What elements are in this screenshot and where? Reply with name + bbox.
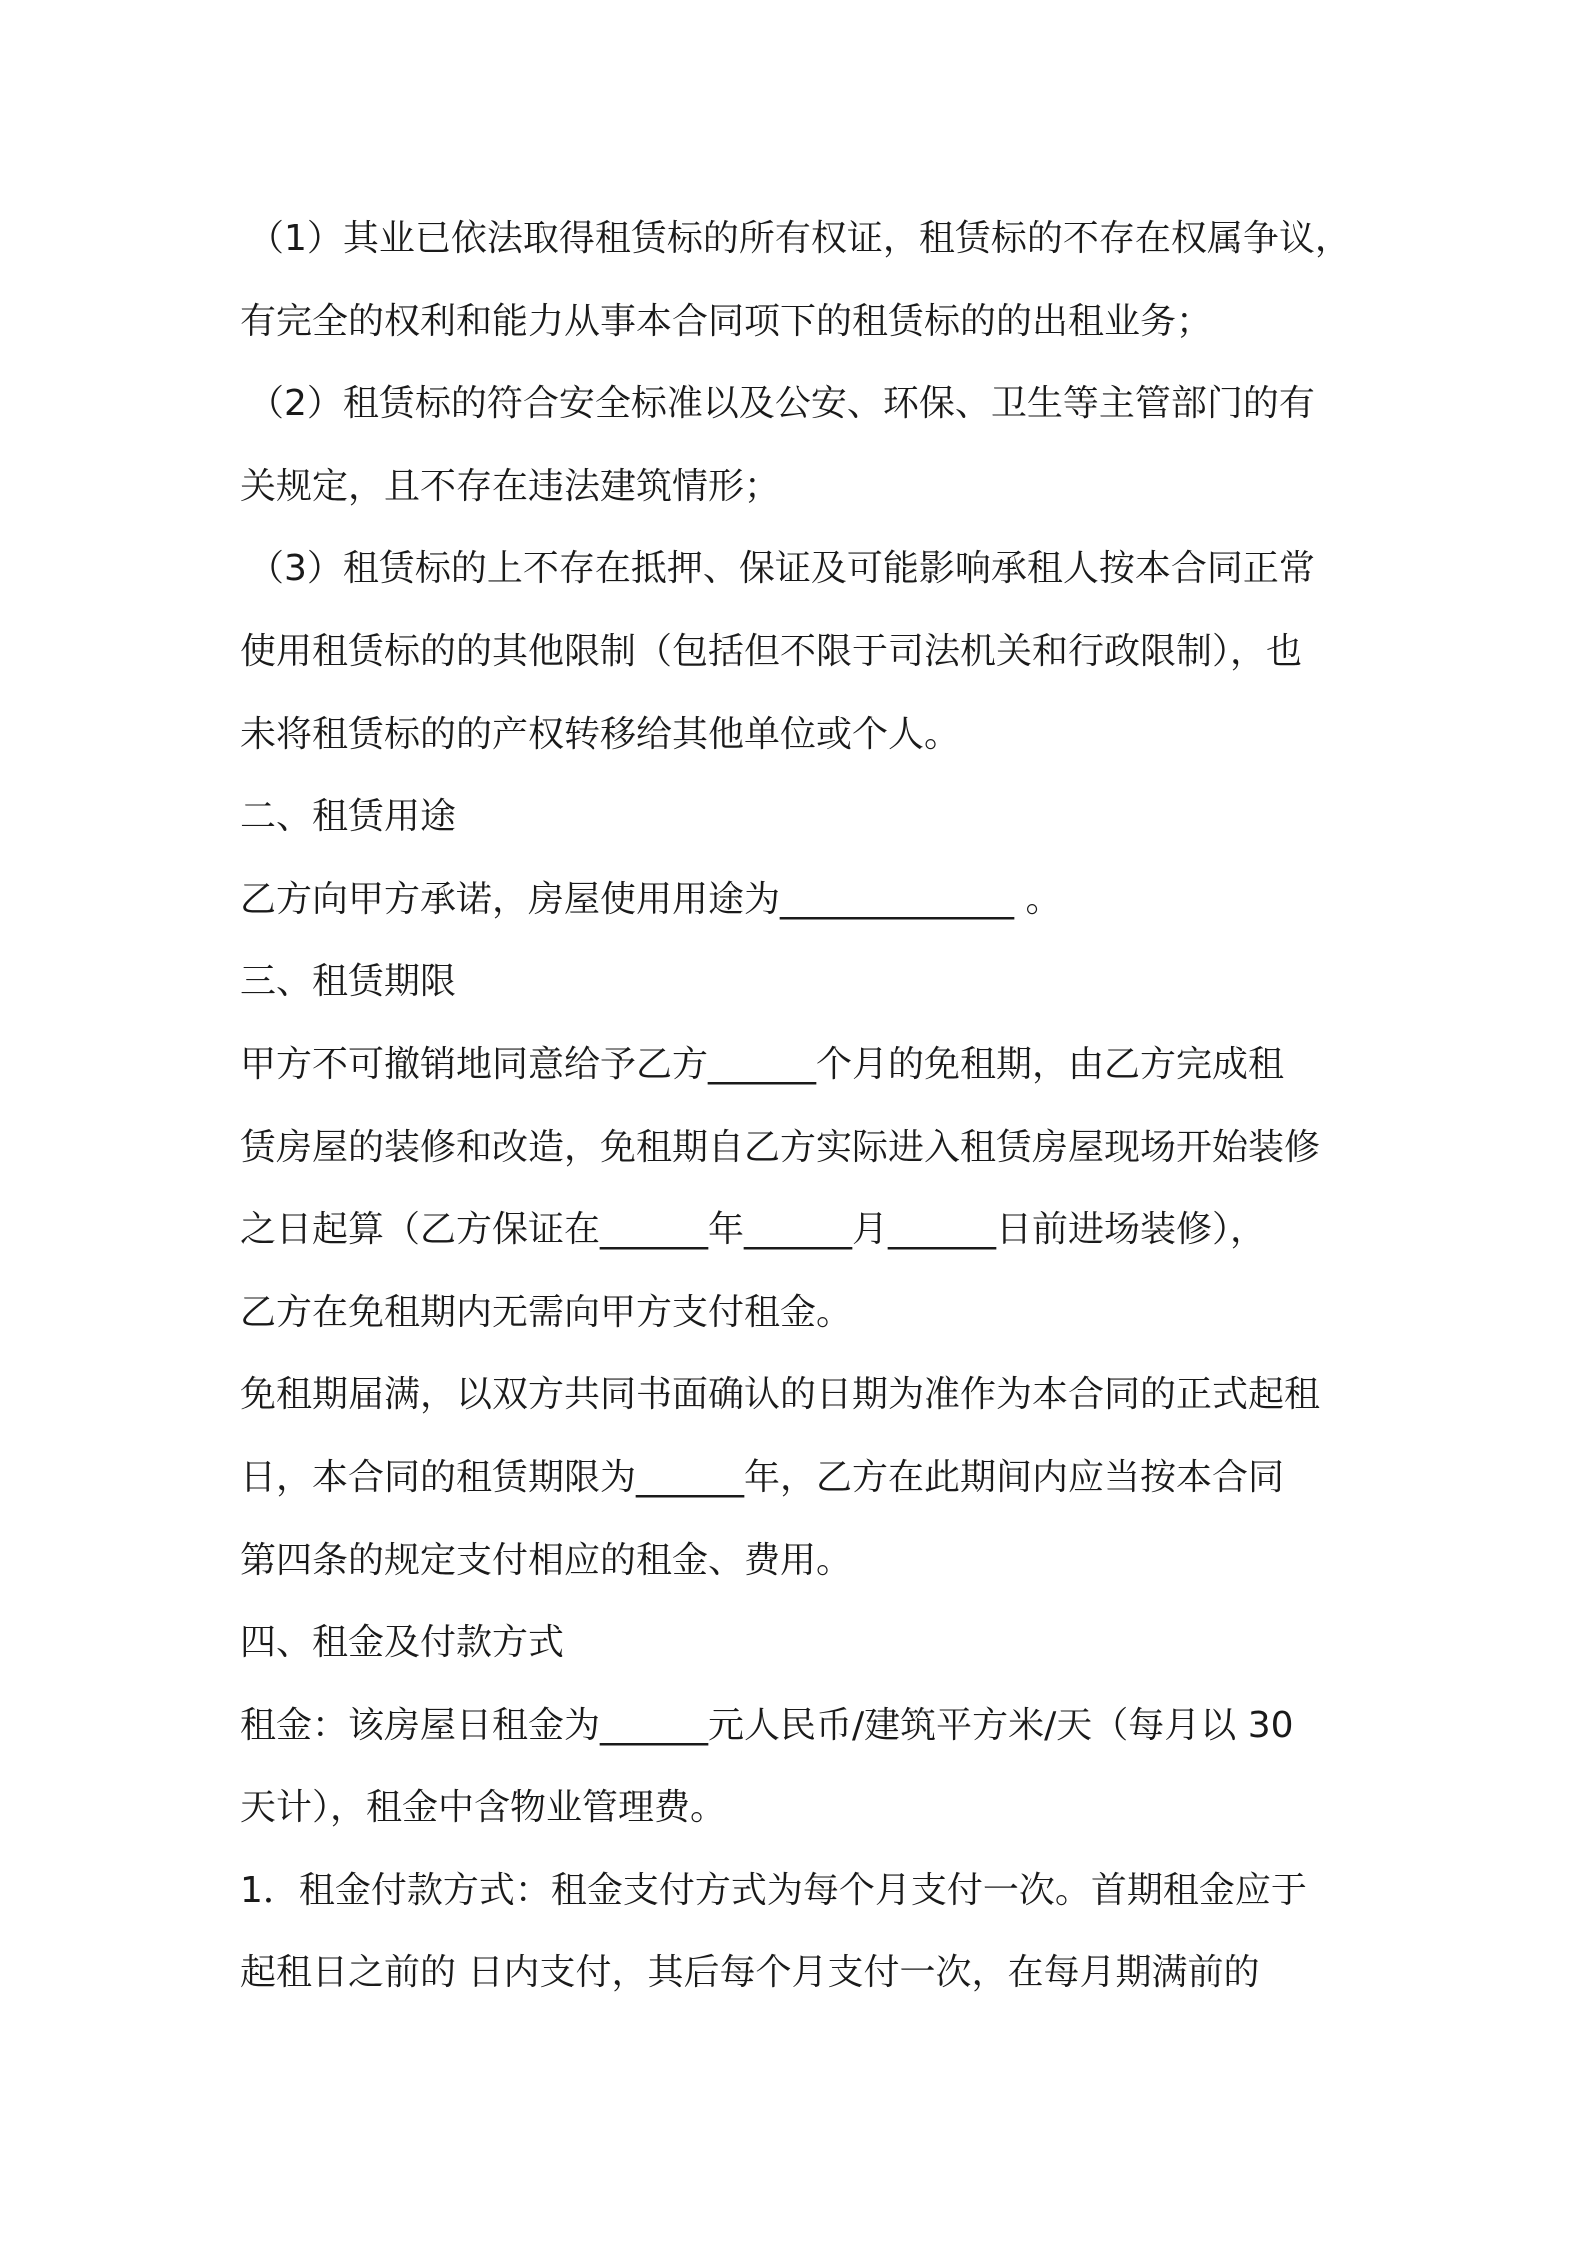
section-heading-lease-purpose: 二、租赁用途 <box>240 796 457 838</box>
document-page <box>240 198 1360 2015</box>
rent-line-1: 租金：该房屋日租金为______元人民币/建筑平方米/天（每月以 30 <box>240 1704 1294 1746</box>
lease-term-line-1: 甲方不可撤销地同意给予乙方______个月的免租期，由乙方完成租 <box>240 1043 1285 1085</box>
payment-method-line-2: 起租日之前的 日内支付，其后每个月支付一次，在每月期满前的 <box>240 1952 1260 1994</box>
lease-term-line-4: 乙方在免租期内无需向甲方支付租金。 <box>240 1291 853 1333</box>
payment-method-line-1: 1．租金付款方式：租金支付方式为每个月支付一次。首期租金应于 <box>240 1869 1307 1911</box>
clause-2-line-1: （2）租赁标的符合安全标准以及公安、环保、卫生等主管部门的有 <box>248 383 1315 425</box>
clause-3-line-2: 使用租赁标的的其他限制（包括但不限于司法机关和行政限制），也 <box>240 630 1303 672</box>
clause-3-line-3: 未将租赁标的的产权转移给其他单位或个人。 <box>240 713 961 755</box>
lease-term-line-5: 免租期届满，以双方共同书面确认的日期为准作为本合同的正式起租 <box>240 1374 1321 1416</box>
clause-1-line-2: 有完全的权利和能力从事本合同项下的租赁标的的出租业务； <box>240 300 1213 342</box>
section-heading-lease-term: 三、租赁期限 <box>240 961 457 1003</box>
section-heading-rent-payment: 四、租金及付款方式 <box>240 1622 565 1664</box>
lease-purpose-text: 乙方向甲方承诺，房屋使用用途为_____________ 。 <box>240 878 1062 920</box>
clause-1-line-1: （1）其业已依法取得租赁标的所有权证，租赁标的不存在权属争议， <box>248 218 1351 259</box>
lease-term-line-3: 之日起算（乙方保证在______年______月______日前进场装修）， <box>240 1209 1267 1251</box>
rent-line-2: 天计），租金中含物业管理费。 <box>240 1787 727 1829</box>
clause-2-line-2: 关规定，且不存在违法建筑情形； <box>240 465 781 507</box>
lease-term-line-6: 日，本合同的租赁期限为______年，乙方在此期间内应当按本合同 <box>240 1456 1285 1498</box>
clause-3-line-1: （3）租赁标的上不存在抵押、保证及可能影响承租人按本合同正常 <box>248 548 1315 590</box>
lease-term-line-2: 赁房屋的装修和改造，免租期自乙方实际进入租赁房屋现场开始装修 <box>240 1126 1321 1168</box>
lease-term-line-7: 第四条的规定支付相应的租金、费用。 <box>240 1539 853 1581</box>
